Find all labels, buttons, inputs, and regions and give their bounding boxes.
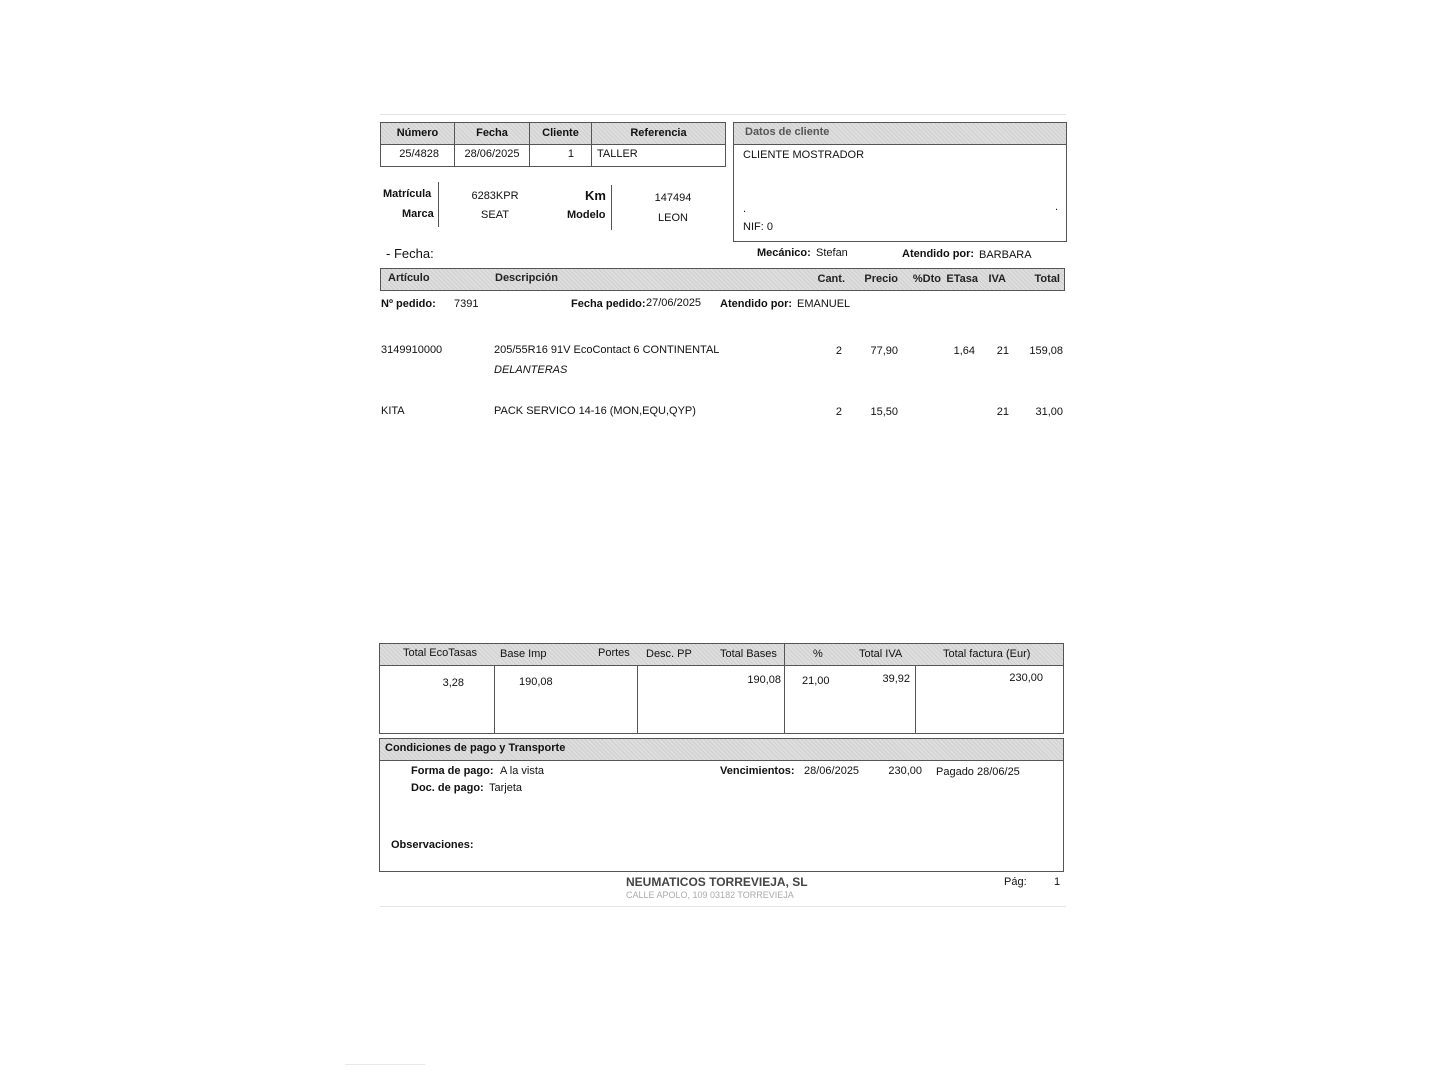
line-articulo: 3149910000 <box>381 344 443 356</box>
numero-label: Número <box>396 127 439 139</box>
col-total: Total <box>1034 273 1060 285</box>
col-iva: IVA <box>988 273 1006 285</box>
col-articulo: Artículo <box>388 272 430 284</box>
forma-pago-label: Forma de pago: <box>411 765 494 777</box>
total-ecotasas-label: Total EcoTasas <box>403 647 477 659</box>
line-descripcion: PACK SERVICO 14-16 (MON,EQU,QYP) <box>494 405 696 417</box>
pct-value: 21,00 <box>802 675 830 687</box>
mecanico-label: Mecánico: <box>757 247 811 259</box>
pedido-label: Nº pedido: <box>381 298 436 310</box>
mecanico-value: Stefan <box>816 247 848 259</box>
order-atendido-value: EMANUEL <box>797 298 851 310</box>
numero-value: 25/4828 <box>399 148 439 160</box>
referencia-value: TALLER <box>597 148 638 160</box>
forma-pago-value: A la vista <box>500 765 545 777</box>
desc-pp-label: Desc. PP <box>646 648 692 660</box>
total-ecotasas-value: 3,28 <box>442 677 464 689</box>
fecha-value: 28/06/2025 <box>464 148 520 160</box>
marca-value: SEAT <box>481 209 509 221</box>
col-dto: %Dto <box>912 273 941 285</box>
marca-label: Marca <box>402 208 434 220</box>
payment-box <box>379 738 1064 872</box>
line-precio: 77,90 <box>870 345 898 357</box>
line-cant: 2 <box>835 345 842 357</box>
line-item <box>380 404 1064 424</box>
pagado-note: Pagado 28/06/25 <box>936 766 1020 778</box>
line-cant: 2 <box>835 406 842 418</box>
modelo-value: LEON <box>658 212 688 224</box>
portes-label: Portes <box>598 647 630 659</box>
line-etasa: 1,64 <box>953 345 975 357</box>
line-total: 159,08 <box>1029 345 1063 357</box>
base-imp-value: 190,08 <box>519 676 553 688</box>
modelo-label: Modelo <box>567 209 606 221</box>
vencimientos-label: Vencimientos: <box>720 765 795 777</box>
page-label: Pág: <box>1004 876 1027 888</box>
company-name: NEUMATICOS TORREVIEJA, SL <box>626 875 808 889</box>
client-dot-right: . <box>1055 201 1059 213</box>
atendido-label: Atendido por: <box>902 248 975 260</box>
order-atendido-label: Atendido por: <box>720 298 793 310</box>
observaciones-label: Observaciones: <box>391 839 474 851</box>
line-iva: 21 <box>996 345 1009 357</box>
top-rule <box>380 114 1066 115</box>
line-articulo: KITA <box>381 405 405 417</box>
total-iva-label: Total IVA <box>859 648 903 660</box>
km-value: 147494 <box>654 192 692 204</box>
client-title: Datos de cliente <box>745 126 830 138</box>
line-iva: 21 <box>996 406 1009 418</box>
total-factura-value: 230,00 <box>1009 672 1043 684</box>
total-bases-label: Total Bases <box>720 648 777 660</box>
payment-title: Condiciones de pago y Transporte <box>385 742 566 754</box>
document-header-table <box>380 122 726 167</box>
fecha-pedido-label: Fecha pedido: <box>571 298 646 310</box>
cliente-value: 1 <box>567 148 574 160</box>
referencia-label: Referencia <box>630 127 687 139</box>
line-total: 31,00 <box>1035 406 1063 418</box>
client-box <box>733 122 1067 242</box>
vencimiento-fecha: 28/06/2025 <box>804 765 860 777</box>
total-bases-value: 190,08 <box>747 674 781 686</box>
atendido-value: BARBARA <box>979 249 1032 261</box>
line-descripcion: 205/55R16 91V EcoContact 6 CONTINENTAL <box>494 344 720 356</box>
bottom-scan-mark <box>345 1064 425 1065</box>
doc-pago-value: Tarjeta <box>489 782 523 794</box>
base-imp-label: Base Imp <box>500 648 547 660</box>
pedido-value: 7391 <box>454 298 479 310</box>
matricula-label: Matrícula <box>383 188 432 200</box>
line-item <box>380 343 1064 383</box>
company-address: CALLE APOLO, 109 03182 TORREVIEJA <box>626 890 794 900</box>
footer-rule <box>380 906 1066 907</box>
client-nif: NIF: 0 <box>743 221 773 233</box>
lines-header <box>380 268 1065 291</box>
fecha-meta-label: - Fecha: <box>386 246 434 261</box>
matricula-value: 6283KPR <box>471 190 519 202</box>
col-descripcion: Descripción <box>495 272 558 284</box>
total-iva-value: 39,92 <box>882 673 910 685</box>
cliente-label: Cliente <box>542 127 579 139</box>
doc-pago-label: Doc. de pago: <box>411 782 484 794</box>
km-label: Km <box>585 188 606 203</box>
client-name: CLIENTE MOSTRADOR <box>743 149 865 161</box>
col-precio: Precio <box>864 273 898 285</box>
fecha-pedido-value: 27/06/2025 <box>646 297 702 309</box>
client-dot-left: . <box>743 203 747 215</box>
page-number: 1 <box>1054 876 1061 888</box>
totals-table <box>379 643 1064 734</box>
pct-label: % <box>813 648 823 660</box>
line-nota: DELANTERAS <box>494 364 568 376</box>
col-etasa: ETasa <box>946 273 978 285</box>
line-precio: 15,50 <box>870 406 898 418</box>
total-factura-label: Total factura (Eur) <box>943 648 1031 660</box>
fecha-label: Fecha <box>476 127 508 139</box>
vencimiento-importe: 230,00 <box>888 765 922 777</box>
col-cant: Cant. <box>817 273 845 285</box>
